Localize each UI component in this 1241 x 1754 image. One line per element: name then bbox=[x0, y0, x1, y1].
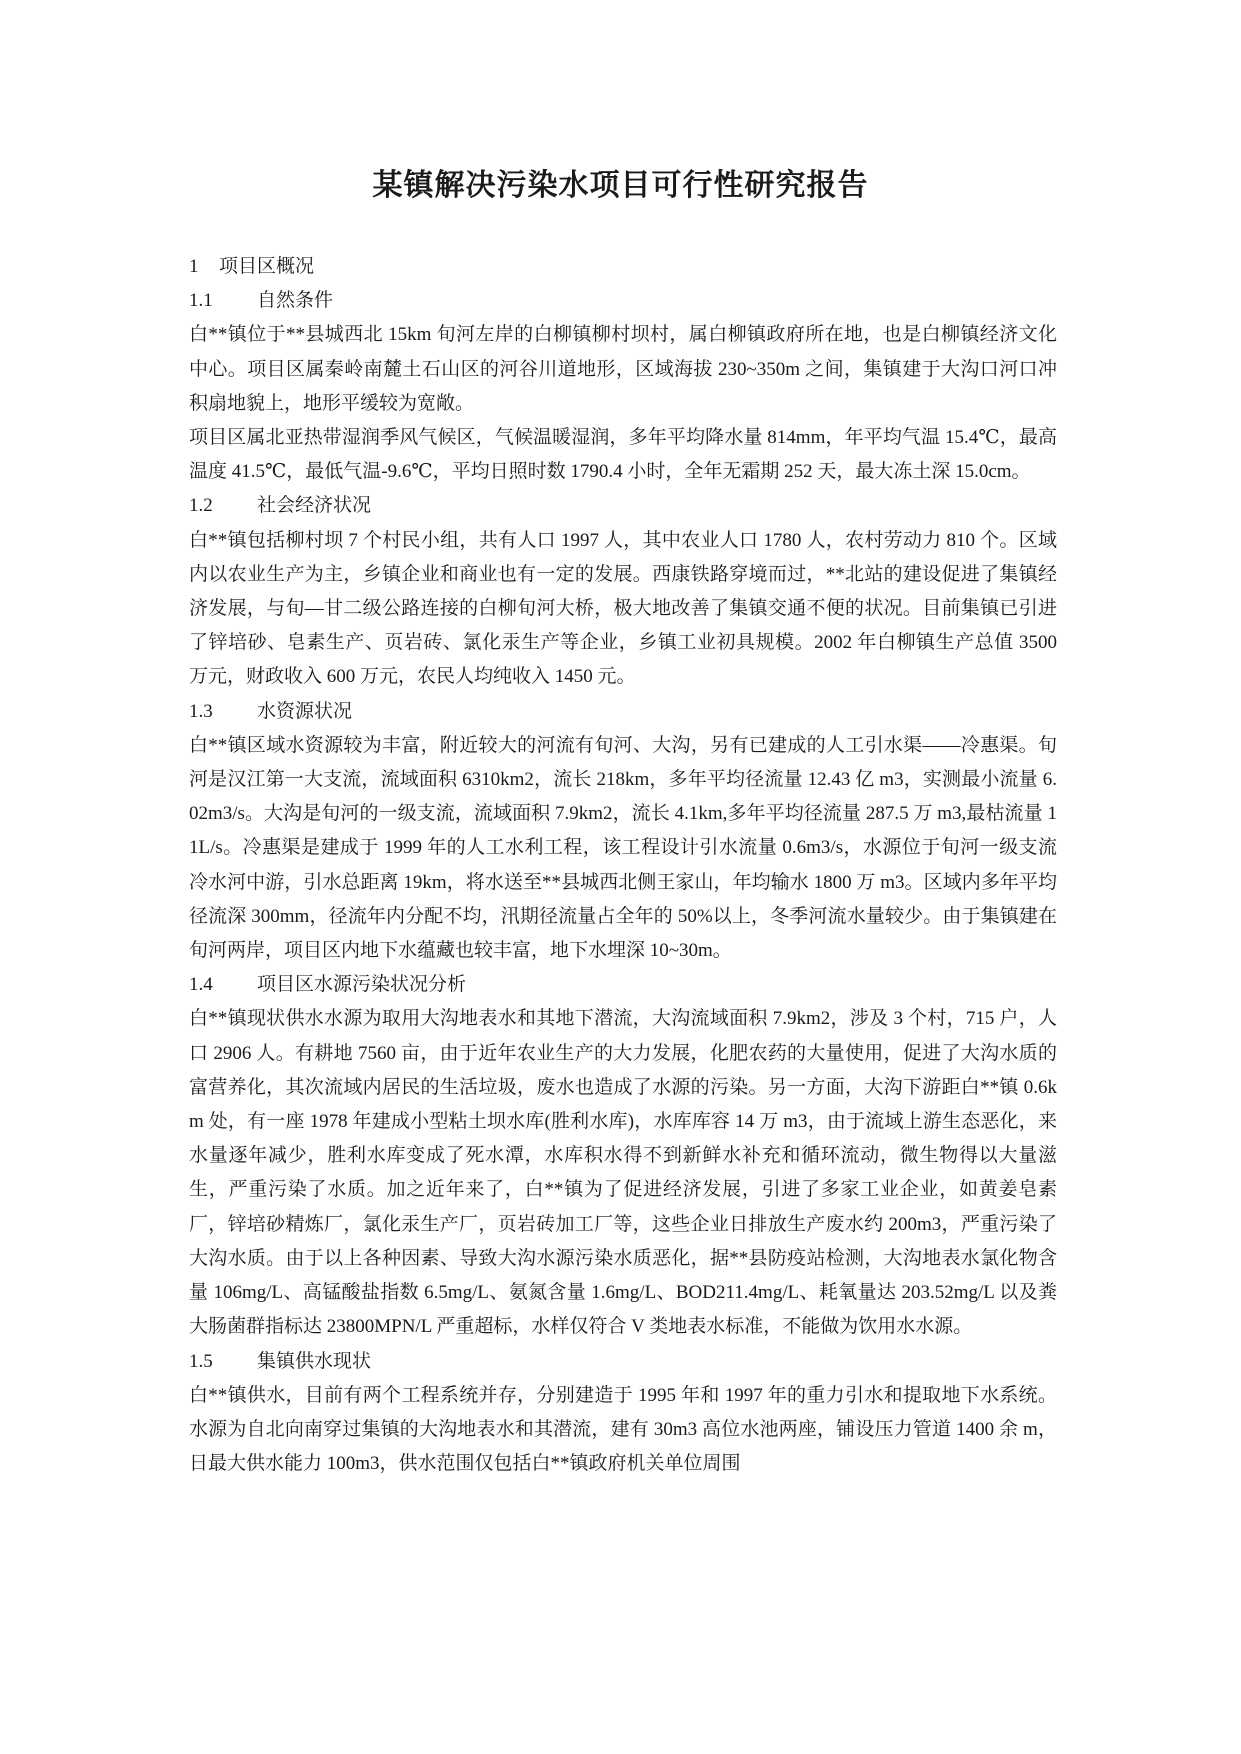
section-title: 集镇供水现状 bbox=[257, 1350, 372, 1372]
section-heading-1 bbox=[189, 250, 1057, 284]
section-title: 水资源状况 bbox=[257, 700, 353, 722]
section-heading-1-2 bbox=[189, 489, 1057, 523]
paragraph: 白**镇供水，目前有两个工程系统并存，分别建造于 1995 年和 1997 年的重力引水和提取地下水系统。水源为自北向南穿过集镇的大沟地表水和其潜流，建有 30m3 高位水池两座，铺设压力管道 1400 余 m，日最大供水能力 100m3，供水范围仅包括白**镇政府机关单位周围 bbox=[189, 1384, 1057, 1475]
document-title: 某镇解决污染水项目可行性研究报告 bbox=[372, 168, 869, 203]
paragraph: 白**镇区域水资源较为丰富，附近较大的河流有旬河、大沟，另有已建成的人工引水渠——冷惠渠。旬河是汉江第一大支流，流域面积 6310km2，流长 218km，多年平均径流量 12.43 亿 m3，实测最小流量 6.02m3/s。大沟是旬河的一级支流，流域面积 7.9km2，流长 4.1km,多年平均径流量 287.5 万 m3,最枯流量 11L/s。冷惠渠是建成于 1999 年的人工水利工程，该工程设计引水流量 0.6m3/s，水源位于旬河一级支流冷水河中游，引水总距离 19km，将水送至**县城西北侧王家山，年均输水 1800 万 m3。区域内多年平均径流深 300mm，径流年内分配不均，汛期径流量占全年的 50%以上，冬季河流水量较少。由于集镇建在旬河两岸，项目区内地下水蕴藏也较丰富，地下水埋深 10~30m。 bbox=[189, 734, 1057, 962]
section-heading-1-4 bbox=[189, 968, 1057, 1002]
paragraph: 白**镇现状供水水源为取用大沟地表水和其地下潜流，大沟流域面积 7.9km2，涉及 3 个村，715 户，人口 2906 人。有耕地 7560 亩，由于近年农业生产的大力发展，化肥农药的大量使用，促进了大沟水质的富营养化，其次流域内居民的生活垃圾，废水也造成了水源的污染。另一方面，大沟下游距白**镇 0.6km 处，有一座 1978 年建成小型粘土坝水库(胜利水库)，水库库容 14 万 m3，由于流域上游生态恶化，来水量逐年减少，胜利水库变成了死水潭，水库积水得不到新鲜水补充和循环流动，微生物得以大量滋生，严重污染了水质。加之近年来了，白**镇为了促进经济发展，引进了多家工业企业，如黄姜皂素厂，锌培砂精炼厂，氯化汞生产厂，页岩砖加工厂等，这些企业日排放生产废水约 200m3，严重污染了大沟水质。由于以上各种因素、导致大沟水源污染水质恶化，据**县防疫站检测，大沟地表水氯化物含量 106mg/L、高锰酸盐指数 6.5mg/L、氨氮含量 1.6mg/L、BOD211.4mg/L、耗氧量达 203.52mg/L 以及粪大肠菌群指标达 23800MPN/L 严重超标，水样仅符合 V 类地表水标准，不能做为饮用水水源。 bbox=[189, 1008, 1057, 1338]
section-number: 1 bbox=[189, 256, 199, 277]
section-title: 项目区水源污染状况分析 bbox=[257, 974, 467, 996]
section-number: 1.1 bbox=[189, 290, 213, 312]
section-heading-1-3 bbox=[189, 695, 1057, 729]
section-number: 1.2 bbox=[189, 495, 213, 517]
document-body bbox=[189, 250, 1057, 1481]
section-title: 社会经济状况 bbox=[257, 495, 372, 517]
section-title: 项目区概况 bbox=[219, 256, 315, 277]
section-number: 1.5 bbox=[189, 1350, 213, 1372]
section-heading-1-5 bbox=[189, 1345, 1057, 1379]
section-number: 1.3 bbox=[189, 700, 213, 722]
paragraph: 白**镇包括柳村坝 7 个村民小组，共有人口 1997 人，其中农业人口 1780 人，农村劳动力 810 个。区域内以农业生产为主，乡镇企业和商业也有一定的发展。西康铁路穿境而过，**北站的建设促进了集镇经济发展，与旬—甘二级公路连接的白柳旬河大桥，极大地改善了集镇交通不便的状况。目前集镇已引进了锌培砂、皂素生产、页岩砖、氯化汞生产等企业，乡镇工业初具规模。2002 年白柳镇生产总值 3500 万元，财政收入 600 万元，农民人均纯收入 1450 元。 bbox=[189, 529, 1057, 688]
section-heading-1-1 bbox=[189, 284, 1057, 318]
paragraph: 项目区属北亚热带湿润季风气候区，气候温暖湿润，多年平均降水量 814mm，年平均气温 15.4℃，最高温度 41.5℃，最低气温-9.6℃，平均日照时数 1790.4 小时，全年无霜期 252 天，最大冻土深 15.0cm。 bbox=[189, 427, 1057, 483]
section-number: 1.4 bbox=[189, 974, 213, 996]
section-title: 自然条件 bbox=[257, 290, 334, 312]
paragraph: 白**镇位于**县城西北 15km 旬河左岸的白柳镇柳村坝村，属白柳镇政府所在地，也是白柳镇经济文化中心。项目区属秦岭南麓土石山区的河谷川道地形，区域海拔 230~350m 之间，集镇建于大沟口河口冲积扇地貌上，地形平缓较为宽敞。 bbox=[189, 324, 1057, 414]
